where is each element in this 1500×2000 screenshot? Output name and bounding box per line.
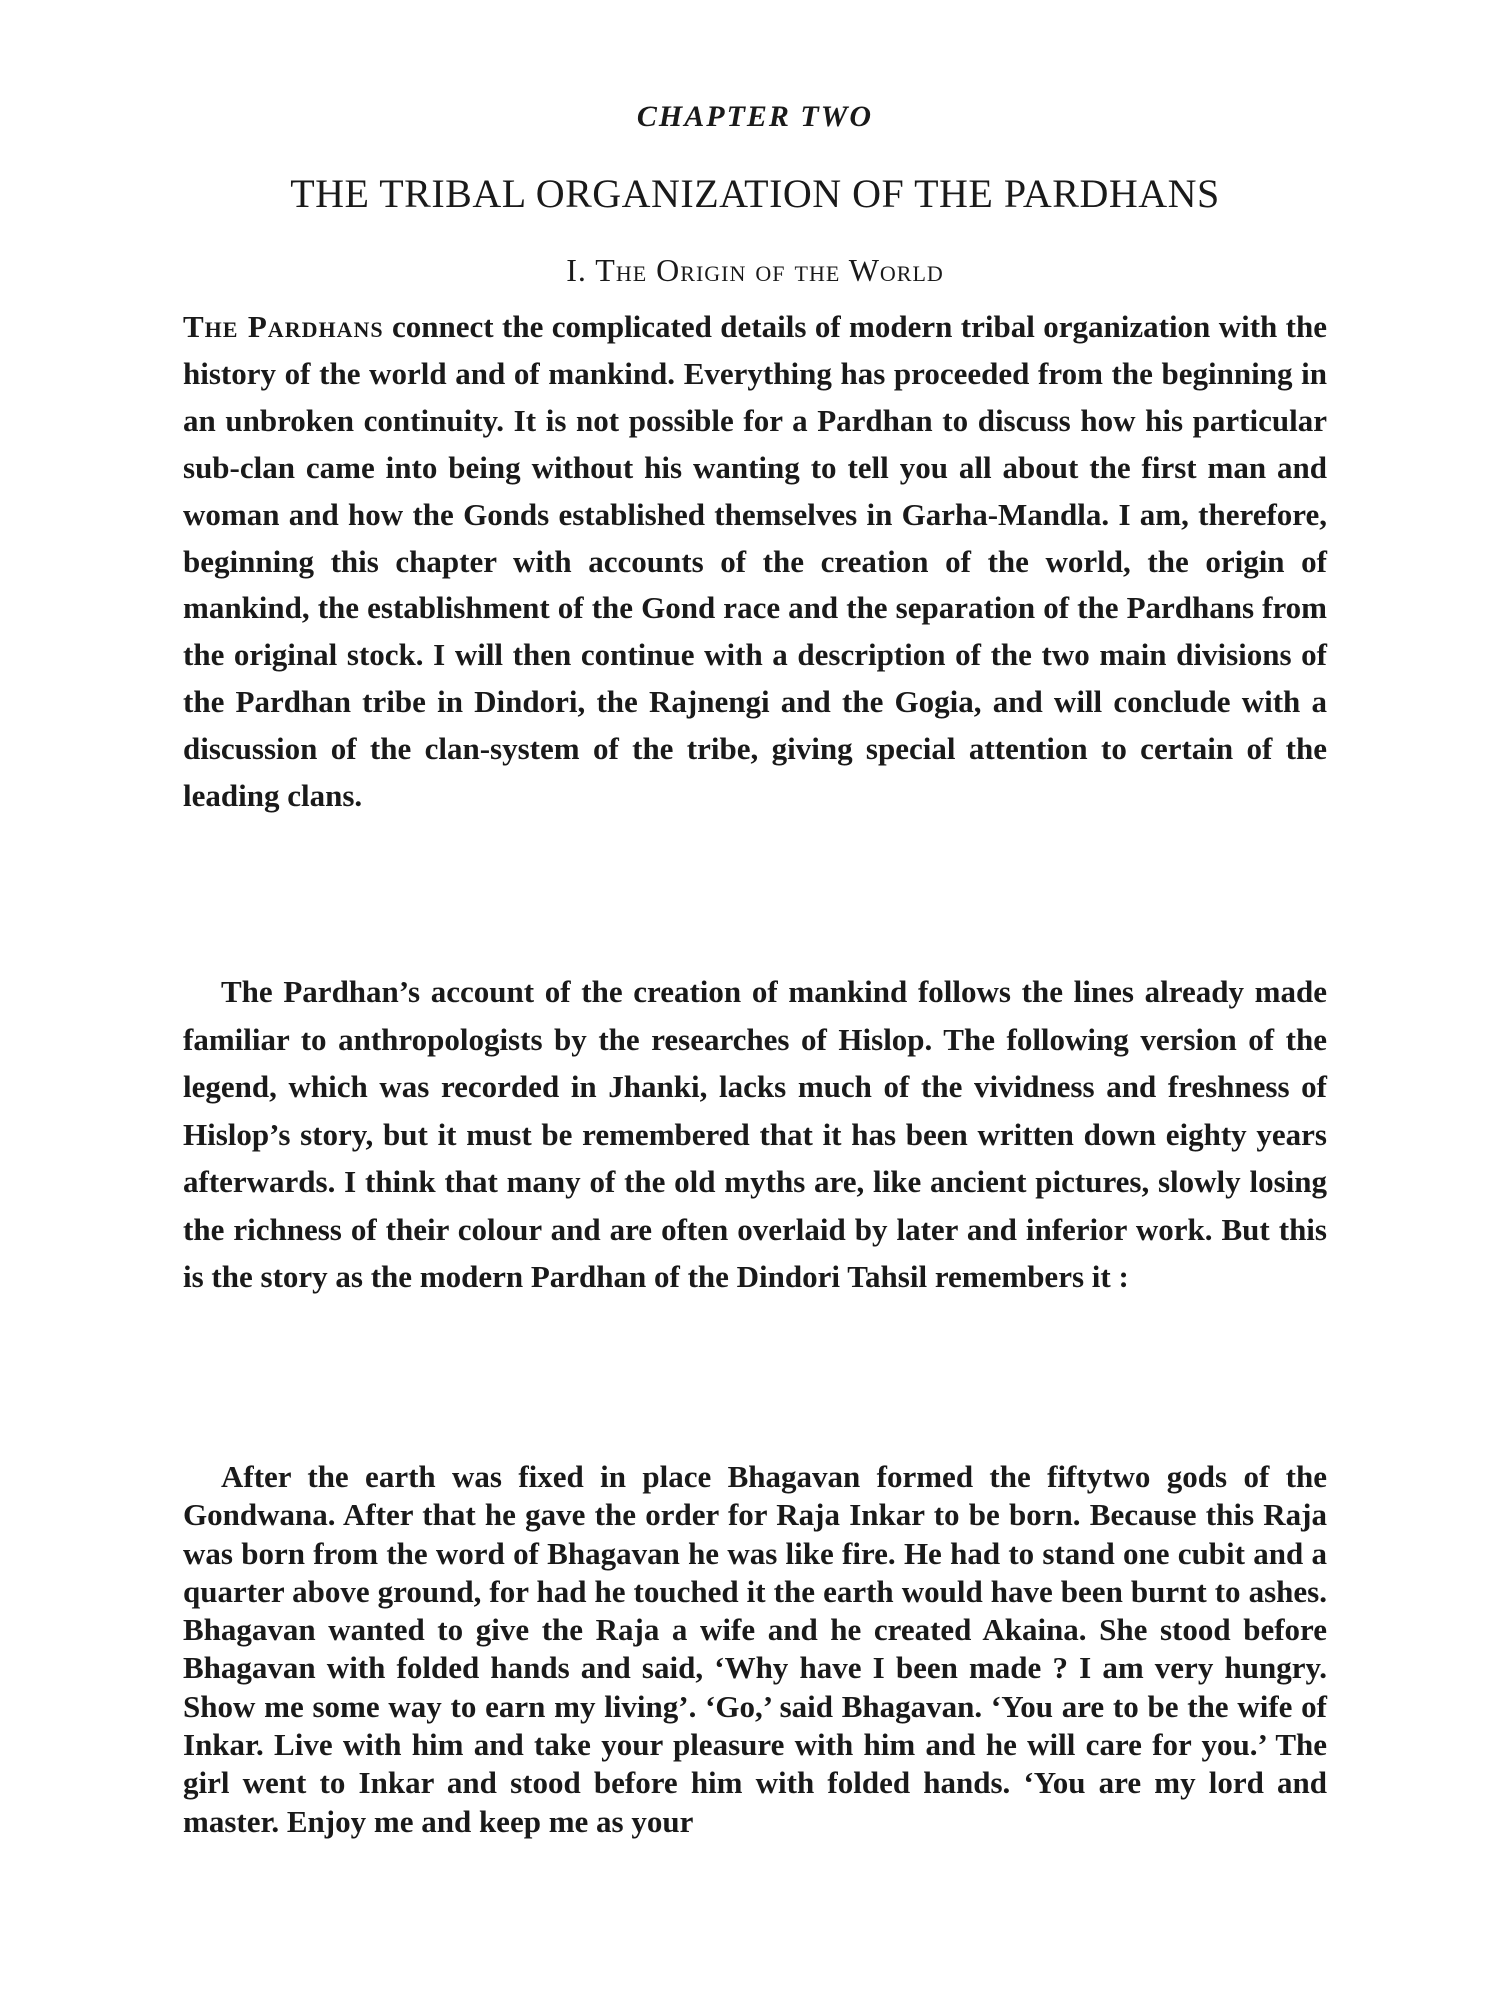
paragraph-creation-account xyxy=(183,968,1327,1301)
paragraph-creation-text: The Pardhan’s account of the creation of mankind follows the lines already made familiar to anthropologists by the researches of Hislop. The following version of the legend, which was recorded in Jhanki, lacks much of the vividness and freshness of Hislop’s story, but it must be remembered that it has been written down eighty years afterwards. I think that many of the old myths are, like ancient pictures, slowly losing the richness of their colour and are often overlaid by later and inferior work. But this is the story as the modern Pardhan of the Dindori Tahsil remembers it : xyxy=(183,974,1327,1294)
paragraph-intro-body: connect the complicated details of modern tribal organization with the history of the world and of mankind. Everything has proceeded from the beginning in an unbroken continuity. It is not possible for a Pardhan to discuss how his particular sub-clan came into being without his wanting to tell you all about the first man and woman and how the Gonds established themselves in Garha-Mandla. I am, therefore, beginning this chapter with accounts of the creation of the world, the origin of mankind, the establishment of the Gond race and the separation of the Pardhans from the original stock. I will then continue with a description of the two main divisions of the Pardhan tribe in Dindori, the Rajnengi and the Gogia, and will conclude with a discussion of the clan-system of the tribe, giving special attention to certain of the leading clans. xyxy=(183,309,1328,814)
chapter-title: THE TRIBAL ORGANIZATION OF THE PARDHANS xyxy=(290,171,1220,216)
paragraph-intro xyxy=(183,304,1327,820)
book-page xyxy=(183,0,1327,2000)
paragraph-intro-text xyxy=(183,304,1327,820)
section-heading: I. The Origin of the World xyxy=(566,252,944,288)
legend-quote xyxy=(183,1458,1327,1841)
paragraph-lead-in: The Pardhans xyxy=(183,309,384,344)
legend-quote-text: After the earth was fixed in place Bhagavan formed the fiftytwo gods of the Gondwana. After that he gave the order for Raja Inkar to be born. Because this Raja was born from the word of Bhagavan he was like fire. He had to stand one cubit and a quarter above ground, for had he touched it the earth would have been burnt to ashes. Bhagavan wanted to give the Raja a wife and he created Akaina. She stood before Bhagavan with folded hands and said, ‘Why have I been made ? I am very hungry. Show me some way to earn my living’. ‘Go,’ said Bhagavan. ‘You are to be the wife of Inkar. Live with him and take your pleasure with him and he will care for you.’ The girl went to Inkar and stood before him with folded hands. ‘You are my lord and master. Enjoy me and keep me as your xyxy=(183,1459,1327,1839)
chapter-label: CHAPTER TWO xyxy=(636,100,874,133)
